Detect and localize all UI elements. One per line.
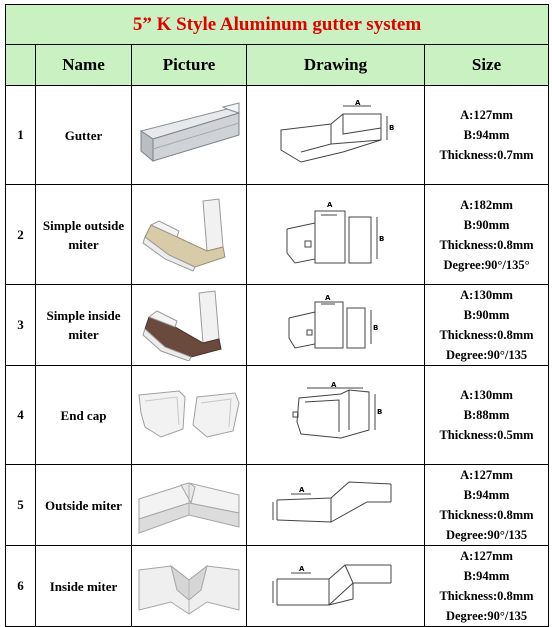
size-line: B:88mm (463, 408, 510, 422)
size-line: B:90mm (463, 308, 510, 322)
table-row (6, 366, 549, 465)
inside-miter-drawing (271, 553, 401, 619)
drawing-label-a: A (298, 565, 304, 573)
row-number: 4 (6, 366, 36, 465)
size-cell (425, 366, 549, 465)
row-number: 5 (6, 465, 36, 546)
size-line: Thickness:0.8mm (439, 328, 534, 342)
product-name: Outside miter (36, 465, 132, 546)
end-cap-drawing (271, 382, 401, 448)
header-index (6, 45, 36, 86)
size-cell (425, 285, 549, 366)
gutter-drawing (271, 100, 401, 170)
size-cell (425, 546, 549, 627)
table-row (6, 465, 549, 546)
simple-outside-miter-photo (135, 195, 243, 275)
size-cell (425, 185, 549, 285)
simple-outside-miter-drawing (271, 197, 401, 273)
size-line: Thickness:0.8mm (439, 237, 534, 252)
drawing-label-a: A (326, 200, 332, 209)
drawing-label-a: A (298, 486, 304, 494)
product-name: Inside miter (36, 546, 132, 627)
size-line: Thickness:0.5mm (439, 428, 534, 442)
size-line: Degree:90°/135 (445, 348, 528, 362)
table-row (6, 86, 549, 185)
size-cell (425, 86, 549, 185)
table-row (6, 546, 549, 627)
drawing-label-b: B (388, 124, 394, 132)
size-line: A:130mm (460, 388, 513, 402)
row-number: 2 (6, 185, 36, 285)
product-name: Simple outside miter (36, 185, 132, 285)
inside-miter-photo (135, 550, 243, 622)
product-name: Simple inside miter (36, 285, 132, 366)
drawing-label-b: B (378, 234, 384, 243)
drawing-label-a: A (354, 100, 360, 107)
header-row (6, 45, 549, 86)
table-row (6, 185, 549, 285)
table-row (6, 285, 549, 366)
outside-miter-drawing (271, 472, 401, 538)
size-line: B:94mm (463, 488, 510, 502)
row-number: 3 (6, 285, 36, 366)
row-number: 6 (6, 546, 36, 627)
size-line: A:127mm (460, 468, 513, 482)
row-number: 1 (6, 86, 36, 185)
size-line: Thickness:0.8mm (439, 508, 534, 522)
product-name: Gutter (36, 86, 132, 185)
drawing-label-b: B (376, 408, 382, 416)
drawing-label-a: A (324, 294, 330, 302)
header-size: Size (425, 45, 549, 86)
size-line: A:130mm (460, 288, 513, 302)
size-cell (425, 465, 549, 546)
drawing-label-a: A (330, 382, 336, 389)
header-drawing: Drawing (247, 45, 425, 86)
table-title: 5” K Style Aluminum gutter system (6, 5, 549, 45)
size-line: Thickness:0.8mm (439, 589, 534, 603)
drawing-label-b: B (372, 324, 378, 332)
outside-miter-photo (135, 469, 243, 541)
size-line: A:127mm (460, 549, 513, 563)
size-line: B:94mm (463, 569, 510, 583)
size-line: Degree:90°/135° (443, 257, 530, 272)
size-line: A:182mm (460, 197, 513, 212)
size-line: Degree:90°/135 (445, 609, 528, 623)
gutter-photo (135, 99, 243, 171)
size-line: Thickness:0.7mm (439, 148, 534, 162)
simple-inside-miter-drawing (271, 292, 401, 358)
size-line: B:94mm (463, 128, 510, 142)
size-line: B:90mm (463, 217, 510, 232)
product-name: End cap (36, 366, 132, 465)
simple-inside-miter-photo (135, 289, 243, 361)
gutter-spec-table (5, 4, 549, 627)
end-cap-photo (135, 385, 243, 445)
size-line: Degree:90°/135 (445, 528, 528, 542)
size-line: A:127mm (460, 108, 513, 122)
header-picture: Picture (132, 45, 247, 86)
header-name: Name (36, 45, 132, 86)
